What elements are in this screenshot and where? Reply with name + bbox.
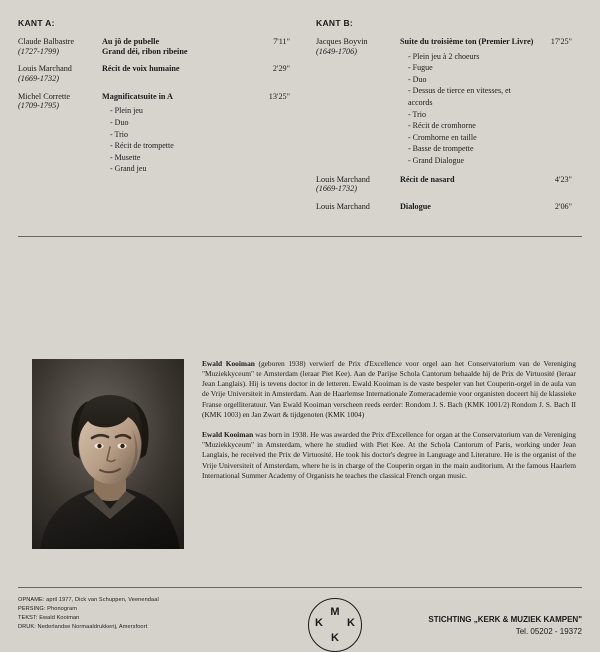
side-a-column bbox=[18, 18, 300, 220]
biography-section bbox=[18, 359, 582, 549]
movement-item: - Trio bbox=[408, 109, 534, 121]
work-title: Magnificatsuite in A bbox=[102, 91, 173, 101]
bottom-divider bbox=[18, 587, 582, 588]
movement-item: - Plein jeu à 2 choeurs bbox=[408, 51, 534, 63]
composer-dates: (1669-1732) bbox=[316, 184, 357, 194]
logo-letter-left: K bbox=[315, 616, 323, 629]
track-entry bbox=[18, 92, 290, 175]
publisher-name: STICHTING „KERK & MUZIEK KAMPEN" bbox=[428, 614, 582, 624]
composer-block bbox=[18, 92, 102, 175]
track-duration: 7'11" bbox=[273, 37, 290, 46]
logo-letter-right: K bbox=[347, 616, 355, 629]
movement-item: - Musette bbox=[110, 152, 252, 164]
work-block bbox=[102, 64, 256, 83]
movement-list bbox=[102, 105, 252, 175]
composer-name: Louis Marchand bbox=[316, 174, 370, 184]
composer-block bbox=[18, 37, 102, 56]
movement-item: - Récit de trompette bbox=[110, 140, 252, 152]
composer-block bbox=[18, 64, 102, 83]
movement-item: - Fugue bbox=[408, 62, 534, 74]
composer-block bbox=[316, 175, 400, 194]
label-logo-wrap bbox=[268, 596, 402, 652]
work-block bbox=[102, 92, 256, 175]
composer-dates: (1727-1799) bbox=[18, 46, 59, 56]
credit-line: PERSING: Phonogram bbox=[18, 605, 78, 612]
movement-item: - Trio bbox=[110, 129, 252, 141]
track-entry bbox=[18, 64, 290, 83]
kmk-logo bbox=[308, 598, 362, 652]
work-title: Récit de voix humaine bbox=[102, 64, 180, 74]
biography-english-body: was born in 1938. He was awarded the Prix d'Excellence for organ at the Conservatorium van de Vereniging "Muziekkyceum" in Amsterdam, where he studied with Piet Kee. At the Schola Cantorum of Paris, working under Jean Langlais, he received the Prix de Virtuosité. He took his doctor's degree in Language and Literature. He is the organist of the Vrije Universiteit of Amsterdam, where he is in charge of the Couperin organ in the main auditorium. At the famous Haarlem International Summer Academy of Organists he teaches the classical French organ music. bbox=[202, 429, 576, 480]
track-entry bbox=[316, 175, 572, 194]
composer-name: Jacques Boyvin bbox=[316, 37, 368, 46]
artist-name-dutch: Ewald Kooiman bbox=[202, 358, 255, 368]
track-duration: 17'25" bbox=[550, 37, 572, 46]
publisher-block bbox=[402, 596, 582, 639]
side-b-heading: KANT B: bbox=[316, 18, 354, 28]
footer bbox=[18, 596, 582, 652]
work-title: Au jô de pubelle bbox=[102, 37, 160, 46]
movement-item: - Plein jeu bbox=[110, 105, 252, 117]
work-block bbox=[400, 175, 538, 194]
movement-item: - Grand jeu bbox=[110, 163, 252, 175]
biography-english bbox=[202, 430, 576, 481]
top-divider bbox=[18, 236, 582, 237]
publisher-telephone: Tel. 05202 - 19372 bbox=[515, 627, 582, 637]
track-duration: 4'23" bbox=[554, 174, 572, 184]
biography-text bbox=[184, 359, 582, 491]
logo-letter-top: M bbox=[330, 605, 340, 618]
composer-dates: (1669-1732) bbox=[18, 74, 59, 84]
track-entry bbox=[18, 37, 290, 56]
work-title: Dialogue bbox=[400, 201, 431, 211]
track-entry bbox=[316, 37, 572, 167]
side-a-heading: KANT A: bbox=[18, 18, 55, 28]
movement-item: - Basse de trompette bbox=[408, 143, 534, 155]
credit-line: DRUK: Nederlandse Normaaldrukkerij, Amersfoort bbox=[18, 624, 148, 631]
track-entry bbox=[316, 202, 572, 212]
track-listing bbox=[18, 16, 582, 220]
biography-dutch-body: (geboren 1938) verwierf de Prix d'Excellence voor orgel aan het Conservatorium van de Vereniging "Muziekkyceum" te Amsterdam (leraar Piet Kee). Aan de Parijse Schola Cantorum behaalde hij de Prix de Virtuosité (leraar Jean Langlais). Hij is tevens doctor in de letteren. Ewald Kooiman is de vaste bespeler van het Couperin-orgel in de aula van de Vrije Universiteit in Amsterdam. Aan de Haarlemse Internationale Zomeracademie voor organisten doceert hij de klassieke Franse orgelliteratuur. Van Ewald Kooiman verscheen reeds eerder: Rondom J. S. Bach (KMK 1001/2) Rondom J. S. Bach II (KMK 1003) en Jan Zwart & tijdgenoten (KMK 1004) bbox=[202, 358, 576, 419]
composer-name: Michel Corrette bbox=[18, 91, 71, 101]
work-block bbox=[400, 37, 538, 167]
artist-name-english: Ewald Kooiman bbox=[202, 429, 254, 439]
composer-name: Claude Balbastre bbox=[18, 37, 75, 46]
movement-item: - Duo bbox=[110, 117, 252, 129]
track-duration: 2'29" bbox=[272, 64, 290, 74]
side-b-column bbox=[300, 18, 582, 220]
work-title: Grand déi, ribon ribeine bbox=[102, 46, 188, 56]
credit-line: OPNAME: april 1977, Dick van Schuppen, Veenendaal bbox=[18, 596, 159, 603]
composer-block bbox=[316, 37, 400, 167]
movement-item: - Dessus de tierce en vitesses, et accords bbox=[408, 85, 534, 108]
work-title: Suite du troisième ton (Premier Livre) bbox=[400, 37, 534, 46]
composer-block bbox=[316, 202, 400, 212]
track-duration: 13'25" bbox=[268, 91, 290, 101]
track-duration: 2'06" bbox=[554, 201, 572, 211]
movement-item: - Cromhorne en taille bbox=[408, 132, 534, 144]
work-block bbox=[400, 202, 538, 212]
artist-portrait bbox=[32, 359, 184, 549]
biography-dutch bbox=[202, 359, 576, 420]
credit-line: TEKST: Ewald Kooiman bbox=[18, 615, 80, 622]
production-credits bbox=[18, 596, 268, 633]
movement-item: - Duo bbox=[408, 74, 534, 86]
movement-list bbox=[400, 51, 534, 167]
work-title: Récit de nasard bbox=[400, 174, 455, 184]
logo-letter-bottom: K bbox=[331, 631, 339, 644]
composer-name: Louis Marchand bbox=[18, 64, 72, 74]
movement-item: - Récit de cromhorne bbox=[408, 120, 534, 132]
composer-dates: (1649-1706) bbox=[316, 46, 357, 56]
work-block bbox=[102, 37, 256, 56]
composer-name: Louis Marchand bbox=[316, 201, 370, 211]
composer-dates: (1709-1795) bbox=[18, 101, 59, 111]
movement-item: - Grand Dialogue bbox=[408, 155, 534, 167]
